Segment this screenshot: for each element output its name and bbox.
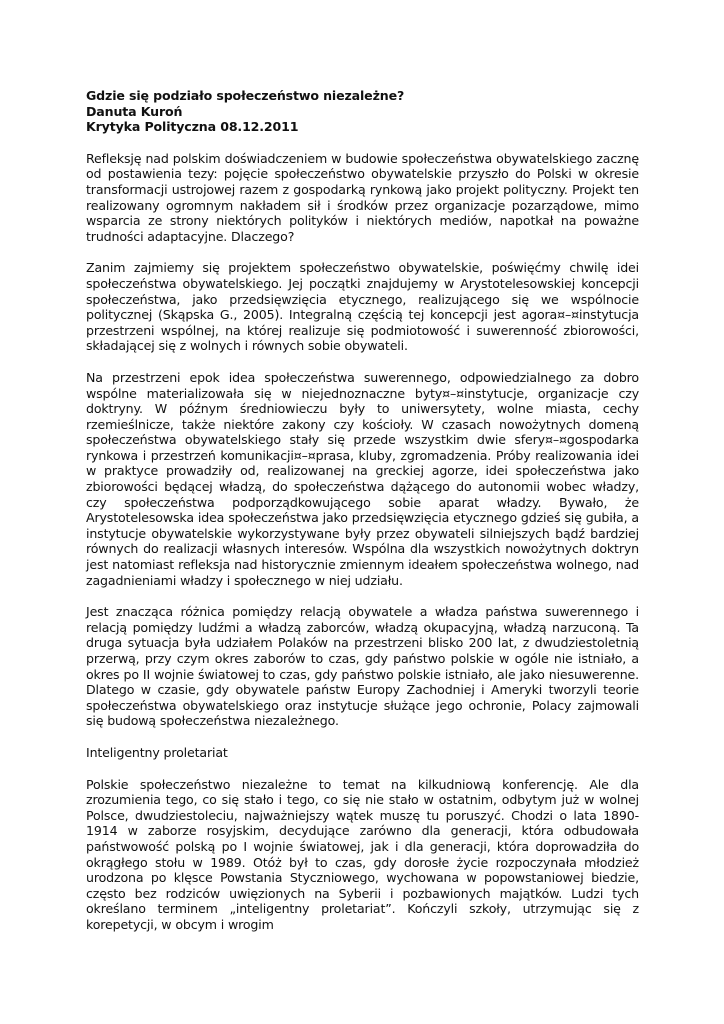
paragraph-2: Zanim zajmiemy się projektem społeczeństwo obywatelskie, poświęćmy chwilę idei społeczeństwa obywatelskiego. Jej początki znajdujemy w Arystotelesowskiej koncepcji społeczeństwa, jako przedsięwzięcia etycznego, realizującego się we wspólnocie politycznej (Skąpska G., 2005). Integralną częścią tej koncepcji jest agora¤–¤instytucja przestrzeni wspólnej, na której realizuje się podmiotowość i suwerenność zbiorowości, składającej się z wolnych i równych sobie obywateli. (86, 260, 639, 354)
paragraph-3: Na przestrzeni epok idea społeczeństwa suwerennego, odpowiedzialnego za dobro wspólne materializowała się w niejednoznaczne byty¤–¤instytucje, organizacje czy doktryny. W późnym średniowieczu były to uniwersytety, wolne miasta, cechy rzemieślnicze, także niektóre zakony czy kościoły. W czasach nowożytnych domeną społeczeństwa obywatelskiego stały się przede wszystkim dwie sfery¤–¤gospodarka rynkowa i przestrzeń komunikacji¤–¤prasa, kluby, zgromadzenia. Próby realizowania idei w praktyce prowadziły od, realizowanej na greckiej agorze, idei społeczeństwa jako zbiorowości będącej władzą, do społeczeństwa dążącego do autonomii wobec władzy, czy społeczeństwa podporządkowującego sobie aparat władzy. Bywało, że Arystotelesowska idea społeczeństwa jako przedsięwzięcia etycznego gdzieś się gubiła, a instytucje obywatelskie wykorzystywane były przez obywateli silniejszych bądź bardziej równych do realizacji własnych interesów. Wspólna dla wszystkich nowożytnych doktryn jest natomiast refleksja nad historycznie zmiennym ideałem społeczeństwa wolnego, nad zagadnieniami władzy i społecznego w niej udziału. (86, 369, 639, 588)
paragraph-4: Jest znacząca różnica pomiędzy relacją obywatele a władza państwa suwerennego i relacją pomiędzy ludźmi a władzą zaborców, władzą okupacyjną, władzą narzuconą. Ta druga sytuacja była udziałem Polaków na przestrzeni blisko 200 lat, z dwudziestoletnią przerwą, przy czym okres zaborów to czas, gdy państwo polskie w ogóle nie istniało, a okres po II wojnie światowej to czas, gdy państwo polskie istniało, ale jako niesuwerenne. Dlatego w czasie, gdy obywatele państw Europy Zachodniej i Ameryki tworzyli teorie społeczeństwa obywatelskiego oraz instytucje służące jego ochronie, Polacy zajmowali się budową społeczeństwa niezależnego. (86, 604, 639, 729)
paragraph-1: Refleksję nad polskim doświadczeniem w budowie społeczeństwa obywatelskiego zacznę od postawienia tezy: pojęcie społeczeństwo obywatelskie przyszło do Polski w okresie transformacji ustrojowej razem z gospodarką rynkową jako projekt polityczny. Projekt ten realizowany ogromnym nakładem sił i środków przez organizacje pozarządowe, mimo wsparcia ze strony niektórych polityków i niektórych mediów, napotkał na poważne trudności adaptacyjne. Dlaczego? (86, 150, 639, 244)
section-paragraph: Polskie społeczeństwo niezależne to temat na kilkudniową konferencję. Ale dla zrozumienia tego, co się stało i tego, co się nie stało w ostatnim, odbytym już w wolnej Polsce, dwudziestoleciu, najważniejszy wątek muszę tu poruszyć. Chodzi o lata 1890-1914 w zaborze rosyjskim, decydujące zarówno dla generacji, która odbudowała państwowość polską po I wojnie światowej, jak i dla generacji, która doprowadziła do okrągłego stołu w 1989. Otóż był to czas, gdy dorosłe życie rozpoczynała młodzież urodzona po klęsce Powstania Styczniowego, wychowana w popowstaniowej biedzie, często bez rodziców uwięzionych na Syberii i pozbawionych majątków. Ludzi tych określano terminem „inteligentny proletariat”. Kończyli szkoły, utrzymując się z korepetycji, w obcym i wrogim (86, 776, 639, 932)
section-heading: Inteligentny proletariat (86, 744, 228, 760)
document-page (86, 88, 639, 933)
article-title: Gdzie się podziało społeczeństwo niezależne? (86, 88, 405, 103)
article-source: Krytyka Polityczna 08.12.2011 (86, 119, 299, 135)
article-author: Danuta Kuroń (86, 103, 183, 119)
